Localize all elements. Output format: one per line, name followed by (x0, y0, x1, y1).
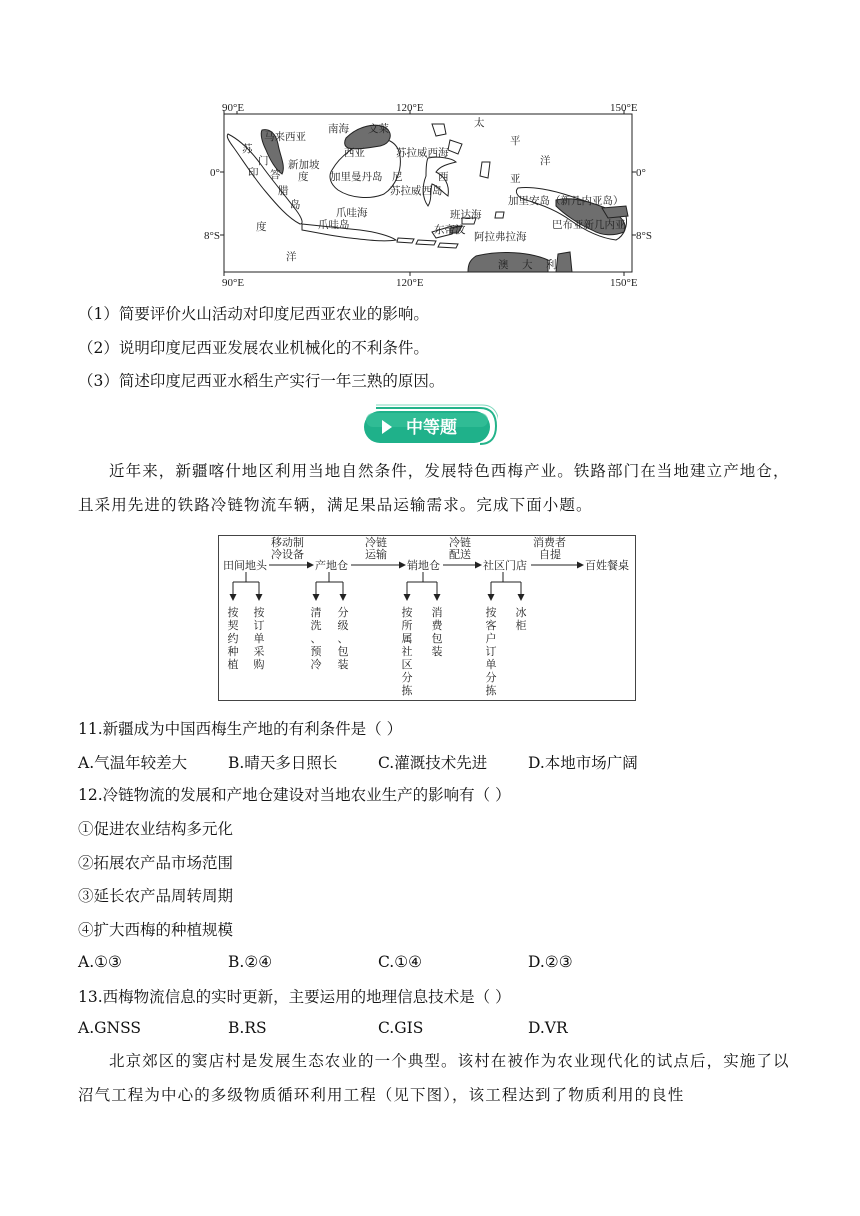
label-aus-1: 澳 (498, 259, 509, 271)
flow-branch-6-char: 客 (485, 619, 497, 632)
flow-branch-3-char: 分 (337, 606, 349, 619)
flow-branch-1-char: 单 (253, 632, 265, 645)
flow-branch-7-char: 冰 (515, 606, 527, 619)
label-malay-mid: 西亚 (344, 147, 365, 159)
flow-branch-4-char: 区 (401, 658, 413, 671)
badge-label: 中等题 (406, 418, 457, 438)
flow-branch-6-char: 户 (485, 632, 497, 645)
q11-stem: 11.新疆成为中国西梅生产地的有利条件是（ ） (78, 720, 403, 738)
tick-right-0: 0° (636, 167, 646, 179)
flow-arrow-2-line2: 运输 (365, 548, 387, 561)
flow-node-field: 田间地头 (223, 559, 267, 572)
flow-node-sales-warehouse: 销地仓 (407, 559, 440, 572)
tick-left-0: 0° (210, 167, 220, 179)
label-png: 巴布亚新几内亚 (552, 219, 626, 231)
flow-arrow-1-line2: 冷设备 (271, 548, 304, 561)
label-da: 答 (270, 169, 281, 181)
flow-node-community-store: 社区门店 (483, 559, 527, 572)
flow-node-origin-warehouse: 产地仓 (315, 559, 348, 572)
flow-branch-3-char: 装 (337, 658, 349, 671)
flow-branch-0-char: 按 (227, 606, 239, 619)
flow-arrow-2-line1: 冷链 (365, 536, 387, 549)
q12-option-a: A.①③ (78, 953, 122, 971)
label-malaysia: 马来西亚 (264, 131, 306, 143)
flow-branch-0-char: 契 (227, 619, 239, 632)
flow-branch-4-char: 社 (401, 645, 413, 658)
label-kalimantan: 加里曼丹岛 (330, 171, 383, 183)
label-singapore: 新加坡 (288, 159, 320, 171)
flow-arrow-3-line1: 冷链 (449, 536, 471, 549)
q12-item-3: ③延长农产品周转周期 (78, 887, 234, 905)
label-aus-3: 利 (546, 259, 557, 271)
flow-branch-3-char: 包 (337, 645, 349, 658)
label-pacific-3: 洋 (540, 155, 551, 167)
label-arafura: 阿拉弗拉海 (474, 231, 527, 243)
flow-branch-0-char: 种 (227, 645, 239, 658)
q12-option-d: D.②③ (528, 953, 573, 971)
q13-option-d: D.VR (528, 1019, 568, 1037)
label-la: 腊 (278, 185, 289, 197)
cold-chain-flow-diagram (218, 535, 636, 701)
flow-branch-5-char: 消 (431, 606, 443, 619)
label-su: 苏 (242, 143, 253, 155)
flow-branch-2-char: 洗 (310, 619, 322, 632)
q11-option-a: A.气温年较差大 (78, 754, 188, 772)
tick-bottom-120: 120°E (396, 277, 424, 289)
flow-branch-6-char: 拣 (485, 684, 497, 697)
q11-option-d: D.本地市场广阔 (528, 754, 638, 772)
flow-branch-0-char: 植 (227, 658, 239, 671)
flow-branch-3-char: 、 (337, 632, 349, 645)
tick-top-150: 150°E (610, 102, 638, 114)
question-1: （1）简要评价火山活动对印度尼西亚农业的影响。 (78, 305, 429, 323)
q12-option-c: C.①④ (378, 953, 423, 971)
tick-left-8s: 8°S (204, 230, 221, 242)
flow-arrow-3-line2: 配送 (449, 548, 471, 561)
label-yin: 印 (248, 167, 259, 179)
flow-arrow-4-line1: 消费者 (533, 536, 566, 549)
label-sulawesi-is: 苏拉威西岛 (390, 185, 443, 197)
flow-branch-6-char: 单 (485, 658, 497, 671)
tick-bottom-150: 150°E (610, 277, 638, 289)
flow-branch-5-char: 费 (431, 619, 443, 632)
label-timor: 东帝汶 (434, 224, 466, 236)
q13-option-a: A.GNSS (78, 1019, 142, 1037)
closing-paragraph: 北京郊区的窦店村是发展生态农业的一个典型。该村在被作为农业现代化的试点后，实施了以沼气工程为中心的多级物质循环利用工程（见下图），该工程达到了物质利用的良性 (78, 1052, 790, 1104)
label-du: 度 (298, 171, 309, 183)
tick-bottom-90: 90°E (222, 277, 245, 289)
flow-branch-4-char: 属 (401, 632, 413, 645)
flow-branch-1-char: 按 (253, 606, 265, 619)
flow-branch-5-char: 装 (431, 645, 443, 658)
q12-item-2: ②拓展农产品市场范围 (78, 854, 234, 872)
label-new-guinea: 加里安岛（新几内亚岛） (508, 195, 624, 207)
label-indian-yang: 洋 (286, 251, 297, 263)
flow-branch-7-char: 柜 (515, 619, 527, 632)
flow-branch-6-char: 订 (485, 645, 497, 658)
q12-item-1: ①促进农业结构多元化 (78, 820, 234, 838)
label-xi: 西 (438, 171, 449, 183)
label-ya-small: 亚 (510, 173, 521, 185)
flow-branch-0-char: 约 (227, 632, 239, 645)
flow-branch-4-char: 拣 (401, 684, 413, 697)
flow-branch-4-char: 按 (401, 606, 413, 619)
label-java-is: 爪哇岛 (318, 219, 350, 231)
q12-option-b: B.②④ (228, 953, 273, 971)
flow-branch-6-char: 分 (485, 671, 497, 684)
flow-branch-1-char: 订 (253, 619, 265, 632)
label-brunei: 文莱 (368, 123, 389, 135)
label-men: 门 (258, 155, 269, 167)
q13-option-c: C.GIS (378, 1019, 424, 1037)
question-3: （3）简述印度尼西亚水稻生产实行一年三熟的原因。 (78, 372, 445, 390)
q13-option-b: B.RS (228, 1019, 267, 1037)
flow-branch-5-char: 包 (431, 632, 443, 645)
difficulty-badge (362, 402, 498, 450)
label-pacific-2: 平 (510, 135, 521, 147)
flow-branch-4-char: 所 (401, 619, 413, 632)
q13-stem: 13.西梅物流信息的实时更新，主要运用的地理信息技术是（ ） (78, 988, 511, 1006)
q11-option-b: B.晴天多日照长 (228, 754, 338, 772)
label-ni: 尼 (392, 171, 403, 183)
tick-top-120: 120°E (396, 102, 424, 114)
label-south-china-sea: 南海 (328, 123, 349, 135)
flow-arrow-1-line1: 移动制 (271, 536, 304, 549)
label-banda-sea: 班达海 (450, 209, 482, 221)
tick-top-90: 90°E (222, 102, 245, 114)
label-indian-du: 度 (256, 221, 267, 233)
question-2: （2）说明印度尼西亚发展农业机械化的不利条件。 (78, 339, 429, 357)
flow-branch-3-char: 级 (337, 619, 349, 632)
label-java-sea: 爪哇海 (336, 207, 368, 219)
flow-arrow-4-line2: 自提 (539, 548, 561, 561)
flow-branch-2-char: 、 (310, 632, 322, 645)
q12-item-4: ④扩大西梅的种植规模 (78, 921, 234, 939)
label-pacific-1: 太 (474, 117, 485, 129)
flow-branch-2-char: 预 (310, 645, 322, 658)
label-aus-2: 大 (522, 259, 533, 271)
flow-branch-1-char: 购 (253, 658, 265, 671)
flow-branch-2-char: 清 (310, 606, 322, 619)
label-sulawesi-sea: 苏拉威西海 (396, 147, 449, 159)
label-dao: 岛 (290, 199, 301, 211)
flow-branch-6-char: 按 (485, 606, 497, 619)
q11-option-c: C.灌溉技术先进 (378, 754, 488, 772)
flow-branch-1-char: 采 (253, 645, 265, 658)
intro-paragraph: 近年来，新疆喀什地区利用当地自然条件，发展特色西梅产业。铁路部门在当地建立产地仓，且采用先进的铁路冷链物流车辆，满足果品运输需求。完成下面小题。 (78, 462, 790, 514)
flow-node-dining-table: 百姓餐桌 (585, 559, 629, 572)
flow-branch-4-char: 分 (401, 671, 413, 684)
indonesia-map (200, 100, 660, 290)
tick-right-8s: 8°S (636, 230, 653, 242)
flow-branch-2-char: 冷 (310, 658, 322, 671)
q12-stem: 12.冷链物流的发展和产地仓建设对当地农业生产的影响有（ ） (78, 786, 511, 804)
